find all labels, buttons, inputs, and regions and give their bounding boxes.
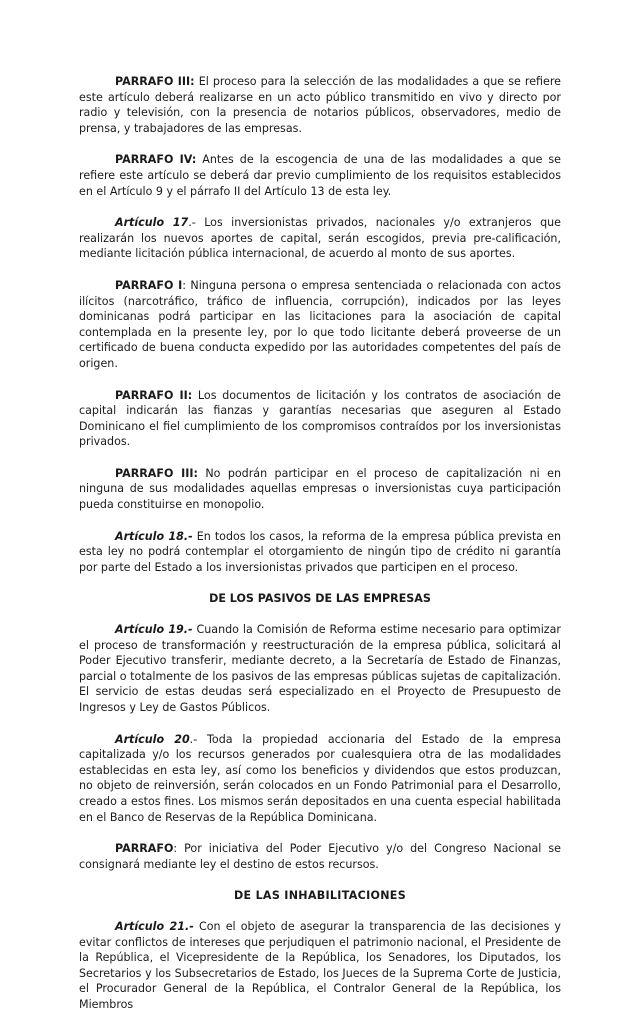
section-inhabilitaciones — [79, 919, 561, 1013]
paragraph-label — [115, 920, 194, 933]
paragraph-label — [115, 733, 190, 746]
paragraph-articulo-19 — [79, 622, 561, 716]
paragraph-label: PARRAFO — [115, 842, 174, 856]
paragraph-parrafo — [79, 841, 561, 872]
paragraph-parrafo-iv — [79, 152, 561, 199]
paragraph-label: PARRAFO II: — [115, 388, 193, 402]
heading-pasivos: DE LOS PASIVOS DE LAS EMPRESAS — [209, 592, 431, 606]
paragraph-text: El proceso para la selección de las modalidades a que se refiere este artículo deberá realizarse en un acto público transmitido en vivo y directo por radio y televisión, con la presencia de notarios públicos, observadores, medio de prensa, y trabajadores de las empresas. — [79, 75, 561, 135]
section-capitalizacion — [79, 74, 561, 575]
paragraph-articulo-20 — [79, 732, 561, 826]
paragraph-text: .- Los inversionistas privados, nacionales y/o extranjeros que realizarán los nuevos aportes de capital, serán escogidos, previa pre-calificación, mediante licitación pública internacional, de acuerdo al monto de sus aportes. — [79, 216, 561, 261]
paragraph-label-italic: Artículo 20 — [115, 732, 190, 746]
paragraph-label — [115, 623, 193, 636]
paragraph-label: PARRAFO III: — [115, 75, 195, 88]
paragraph-text: .- Toda la propiedad accionaria del Estado de la empresa capitalizada y/o los recursos generados por cualesquiera otra de las modalidades establecidas en esta ley, así como los beneficios y dividendos que estos produzcan, no objeto de reinversión, serán colocados en un Fondo Patrimonial para el Desarrollo, creado a estos fines. Los mismos serán depositados en una cuenta especial habilitada en el Banco de Reservas de la República Dominicana. — [79, 732, 561, 824]
paragraph-label: PARRAFO IV: — [115, 153, 197, 167]
paragraph-text: : Por iniciativa del Poder Ejecutivo y/o del Congreso Nacional se consignará mediante ley el destino de estos recursos. — [79, 842, 561, 871]
paragraph-label-italic: Artículo 19.- — [115, 623, 193, 637]
paragraph-text: : Ninguna persona o empresa sentenciada o relacionada con actos ilícitos (narcotráfico, tráfico de influencia, corrupción), indicados por las leyes dominicanas podrá participar en las licitaciones para la asociación de capital contemplada en la presente ley, por lo que todo licitante deberá proveerse de un certificado de buena conducta expedido por las autoridades competentes del país de origen. — [79, 278, 561, 370]
paragraph-label — [115, 216, 188, 229]
paragraph-label-italic: Artículo 17 — [115, 216, 189, 230]
paragraph-label: PARRAFO I — [115, 278, 183, 292]
paragraph-text: En todos los casos, la reforma de la empresa pública prevista en esta ley no podrá contemplar el otorgamiento de ningún tipo de crédito ni garantía por parte del Estado a los inversionistas privados que participen en el proceso. — [79, 529, 561, 574]
paragraph-label-italic: Artículo 21.- — [115, 919, 194, 933]
paragraph-text: No podrán participar en el proceso de capitalización ni en ninguna de sus modalidades aquellas empresas o inversionistas cuya participación pueda constituirse en monopolio. — [79, 466, 561, 512]
paragraph-parrafo-ii — [79, 388, 561, 450]
heading-inhabilitaciones: DE LAS INHABILITACIONES — [234, 889, 406, 903]
paragraph-parrafo-iii-b — [79, 466, 561, 513]
paragraph-label — [115, 530, 193, 543]
paragraph-text: Los documentos de licitación y los contratos de asociación de capital indicarán las fianzas y garantías necesarias que aseguren al Estado Dominicano el fiel cumplimiento de los compromisos contraídos por los inversionistas privados. — [79, 388, 561, 449]
paragraph-text: Con el objeto de asegurar la transparencia de las decisiones y evitar conflictos de intereses que perjudiquen el patrimonio nacional, el Presidente de la República, el Vicepresidente de la República, los Senadores, los Diputados, los Secretarios y los Subsecretarios de Estado, los Jueces de la Suprema Corte de Justicia, el Procurador General de la República, el Contralor General de la República, los Miembros — [79, 919, 561, 1011]
paragraph-label: PARRAFO III: — [115, 466, 198, 480]
document-page — [79, 74, 561, 1029]
paragraph-text: Antes de la escogencia de una de las modalidades a que se refiere este artículo se deberá dar previo cumplimiento de los requisitos establecidos en el Artículo 9 y el párrafo II del Artículo 13 de esta ley. — [79, 153, 561, 198]
paragraph-label-italic: Artículo 18.- — [115, 529, 193, 543]
paragraph-articulo-18 — [79, 529, 561, 576]
paragraph-parrafo-i — [79, 278, 561, 372]
paragraph-text: Cuando la Comisión de Reforma estime necesario para optimizar el proceso de transformación y reestructuración de la empresa pública, solicitará al Poder Ejecutivo transferir, mediante decreto, a la Secretaría de Estado de Finanzas, parcial o totalmente de los pasivos de las empresas públicas sujetas de capitalización. El servicio de estas deudas será especializado en el Proyecto de Presupuesto de Ingresos y Ley de Gastos Públicos. — [79, 623, 561, 714]
paragraph-articulo-21 — [79, 919, 561, 1013]
paragraph-articulo-17 — [79, 215, 561, 262]
paragraph-parrafo-iii-a — [79, 74, 561, 136]
section-pasivos — [79, 622, 561, 872]
